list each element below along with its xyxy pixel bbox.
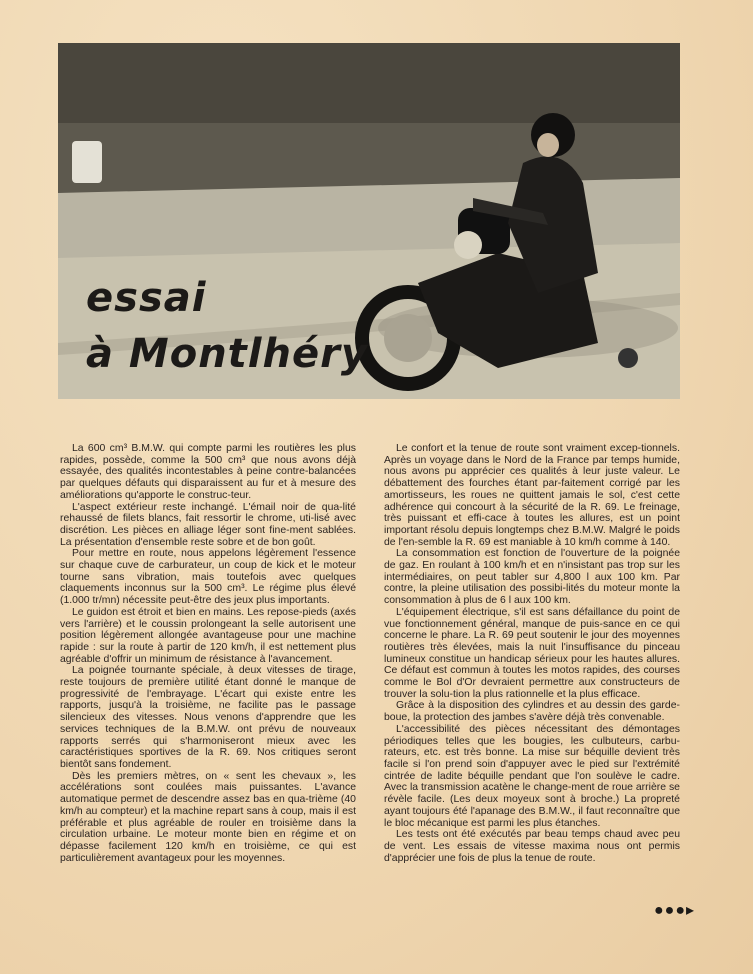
paragraph: La poignée tournante spéciale, à deux vitesses de tirage, reste toujours de première utilité étant donné le manque de progressivité de l'embrayage. L'écart qui existe entre les rapports, jusqu'à la troisième, ne facilite pas le passage silencieux des vitesses. Nous venons d'apprendre que les services techniques de la B.M.W. ont prévu de nouveaux rapports serrés qui s'harmoniseront mieux avec les caractéristiques sportives de la R. 69. Nos critiques seront bientôt sans fondement. bbox=[60, 665, 356, 770]
paragraph: L'accessibilité des pièces nécessitant des démontages périodiques telles que les bougies, les culbuteurs, carbu-rateurs, etc. est très bonne. La mise sur béquille devient très facile si l'on prend soin d'appuyer avec le pied sur l'extrémité cintrée de ladite béquille pendant que l'on soulève le cadre. Avec la transmission acatène le change-ment de roue arrière se révèle facile. (Les deux moyeux sont à broche.) La propreté ayant toujours été l'apanage des B.M.W., il faut reconnaître que le bloc mécanique est parmi les plus étanches. bbox=[384, 723, 680, 829]
paragraph: Pour mettre en route, nous appelons légèrement l'essence sur chaque cuve de carburateur, un coup de kick et le moteur tourne sans vibration, mais toutefois avec quelques claquements inconnus sur la 500 cm³. Le régime plus élevé (1.000 tr/mn) nécessite peut-être des jeux plus importants. bbox=[60, 548, 356, 607]
paragraph: Grâce à la disposition des cylindres et au dessin des garde-boue, la protection des jambes s'avère déjà très convenable. bbox=[384, 700, 680, 724]
paragraph: Les tests ont été exécutés par beau temps chaud avec peu de vent. Les essais de vitesse maxima nous ont permis d'apprécier une fois de plus la tenue de route. bbox=[384, 829, 680, 864]
paragraph: L'aspect extérieur reste inchangé. L'émail noir de qua-lité rehaussé de filets blancs, fait ressortir le chrome, uti-lisé avec discrétion. Les pièces en alliage léger sont fine-ment sablées. La présentation d'ensemble reste sobre et de bon goût. bbox=[60, 501, 356, 548]
paragraph: Le guidon est étroit et bien en mains. Les repose-pieds (axés vers l'arrière) et le coussin prolongeant la selle autorisent une position légèrement allongée avantageuse pour une machine rapide : sur la route à partir de 120 km/h, il est nettement plus agréable d'offrir un minimum de résistance à l'avancement. bbox=[60, 606, 356, 665]
continuation-marker: ●●●▸ bbox=[654, 902, 696, 919]
article-title-line2: à Montlhéry bbox=[86, 331, 368, 377]
paragraph: La 600 cm³ B.M.W. qui compte parmi les routières les plus rapides, possède, comme la 500 cm³ que nous avons déjà essayée, des qualités incontestables à peine contre-balancées par quelques défauts qui disparaissent au fur et à mesure des améliorations qu'apporte le construc-teur. bbox=[60, 443, 356, 501]
text-column-right bbox=[384, 443, 680, 864]
text-column-left bbox=[60, 443, 356, 864]
paragraph: Le confort et la tenue de route sont vraiment excep-tionnels. Après un voyage dans le Nord de la France par temps humide, nous avons pu apprécier ces qualités à leur juste valeur. Le débattement des fourches étant par-faitement corrigé par les amortisseurs, les roues ne quittent jamais le sol, c'est cette adhérence qui concourt à la sécurité de la R. 69. Le freinage, très puissant et effi-cace à toutes les allures, est un point important résolu depuis longtemps chez B.M.W. Malgré le poids de l'en-semble la R. 69 est maniable à 10 km/h comme à 140. bbox=[384, 443, 680, 548]
paragraph: L'équipement électrique, s'il est sans défaillance du point de vue fonctionnement général, manque de puis-sance en ce qui concerne le phare. La R. 69 peut soutenir le jour des moyennes routières très élevées, mais la nuit l'insuffisance du pinceau lumineux constitue un handicap sérieux pour les hautes allures. Ce défaut est commun à toutes les motos rapides, des courses comme le Bol d'Or devraient permettre aux constructeurs de trouver la solu-tion la plus rationnelle et la plus efficace. bbox=[384, 606, 680, 700]
paragraph: Dès les premiers mètres, on « sent les chevaux », les accélérations sont coulées mais puissantes. L'avance automatique permet de descendre assez bas en qua-trième (40 km/h au compteur) et la machine repart sans à coup, mais il est préférable et plus agréable de rouler en troisième dans la circulation urbaine. Le moteur monte bien en régime et on dépasse facilement 120 km/h en troisième, ce qui est particulièrement avantageux pour les moyennes. bbox=[60, 770, 356, 864]
paragraph: La consommation est fonction de l'ouverture de la poignée de gaz. En roulant à 100 km/h et en n'insistant pas trop sur les intermédiaires, on peut tabler sur 4,800 l aux 100 km. Par contre, la pleine utilisation des possibi-lités du moteur monte la consommation à plus de 6 l aux 100 km. bbox=[384, 548, 680, 607]
motorcycle-photo bbox=[58, 43, 680, 399]
article-title-line1: essai bbox=[86, 275, 207, 321]
